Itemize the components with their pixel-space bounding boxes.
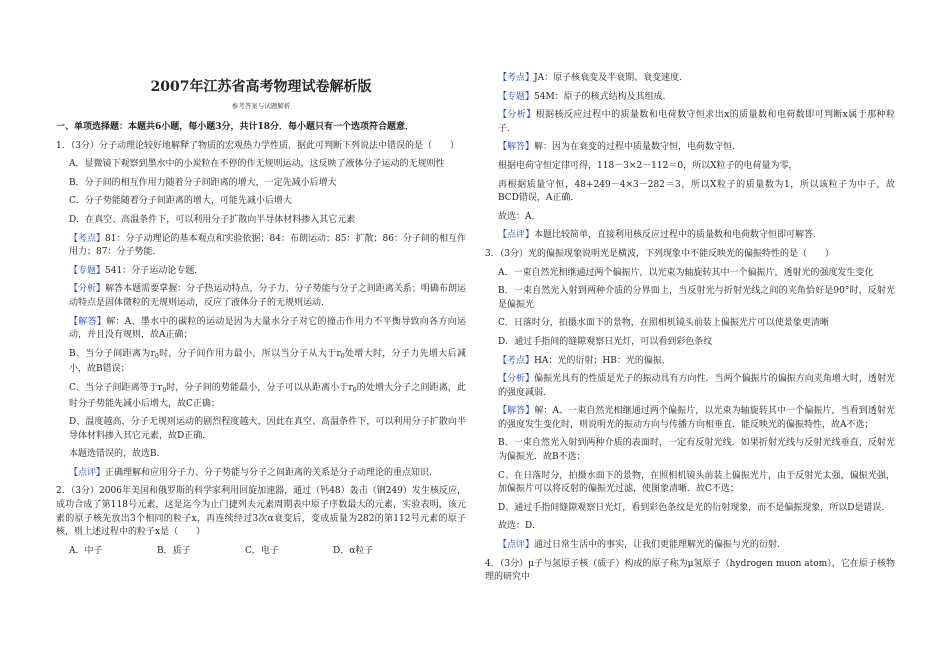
question-1-option-b: B．分子间的相互作用力随着分子间距离的增大，一定先减小后增大 (69, 177, 337, 188)
q2-jieda: 【解答】解：因为在衰变的过程中质量数守恒，电荷数守恒． (498, 142, 742, 153)
q3-jieda-c: C、在日落时分，拍摄水面下的景物，在照相机镜头前装上偏振光片，由于反射光太强，偏振光强，加偏振片可以将反射的偏振光过滤，使图象清晰．故C不选； (498, 470, 895, 495)
question-2-option-b: B．质子 (157, 545, 191, 556)
q3-kaodian: 【考点】HA：光的衍射；HB：光的偏振． (498, 355, 671, 366)
q1-conclusion: 本题选错误的，故选B． (69, 449, 166, 460)
question-3-option-c: C．日落时分，拍摄水面下的景物，在照相机镜头前装上偏振光片可以使景象更清晰 (498, 318, 829, 329)
q1-jieda: 【解答】解：A、墨水中的碳粒的运动是因为大量水分子对它的撞击作用力不平衡导致向各方向运动，并且没有规则，故A正确； (69, 316, 466, 341)
q3-conclusion: 故选：D． (498, 521, 542, 532)
kaodian-tag: 【考点】 (69, 233, 106, 244)
question-3-option-b: B．一束自然光入射到两种介质的分界面上，当反射光与折射光线之间的夹角恰好是90°时，反射光是偏振光 (498, 286, 895, 310)
question-1-stem: 1．（3分）分子动理论较好地解释了物质的宏观热力学性质．据此可判断下列说法中错误的是（ ） (56, 140, 459, 151)
jieda-tag: 【解答】 (69, 316, 107, 327)
document-title: 2007年江苏省高考物理试卷解析版 (150, 79, 372, 95)
dianping-tag: 【点评】 (69, 467, 106, 478)
q1-jieda-d: D、温度越高，分子无规则运动的剧烈程度越大，因此在真空、高温条件下，可以利用分子扩散向半导体材料掺入其它元素，故D正确． (69, 417, 466, 441)
q2-jieda-l2: 再根据质量守恒，48+249－4×3－282＝3，所以X粒子的质量数为1，所以该粒子为中子，故BCD错误，A正确． (498, 179, 895, 204)
question-2-option-d: D．α粒子 (333, 545, 374, 556)
q1-jieda-b: B、当分子间距离为$r_0$时，分子间作用力最小，所以当分子从大于$r_0$处增大时，分子力先增大后减小，故B错误； (69, 348, 466, 375)
q3-jieda-b: B、一束自然光入射到两种介质的表面时，一定有反射光线．如果折射光线与反射光线垂直，反射光为偏振光．故B不选； (498, 438, 895, 463)
question-3-option-d: D．通过手指间的缝隙观察日光灯，可以看到彩色条纹 (498, 336, 713, 347)
question-1-option-d: D．在真空、高温条件下，可以利用分子扩散向半导体材料掺入其它元素 (69, 214, 356, 225)
q3-fenxi: 【分析】偏振光具有的性质是光子的振动具有方向性．当两个偏振片的偏振方向夹角增大时，透射光的强度减弱． (498, 374, 895, 398)
q2-dianping: 【点评】本题比较简单，直接利用核反应过程中的质量数和电荷数守恒即可解答． (498, 230, 823, 241)
question-3-stem: 3．（3分）光的偏振现象说明光是横波，下列现象中不能反映光的偏振特性的是（ ） (485, 248, 834, 259)
section-heading: 一、单项选择题：本题共6小题，每小题3分，共计18分．每小题只有一个选项符合题意． (56, 122, 415, 132)
q3-dianping: 【点评】通过日常生活中的事实，让我们更能理解光的偏振与光的衍射． (498, 540, 787, 551)
q3-jieda-d: D、通过手指间缝隙观察日光灯，看到彩色条纹是光的衍射现象，而不是偏振现象，所以D是错误． (498, 502, 891, 513)
question-2-stem: 2．（3分）2006年美国和俄罗斯的科学家利用回旋加速器，通过（钙48）轰击（锎249）发生核反应，成功合成了第118号元素，这是迄今为止门捷列夫元素周期表中原子序数最大的元素，实验表明，该元素的原子核先放出3个相同的粒子x，再连续经过3次α衰变后，变成质量为282的第112号元素的原子核，则上述过程中的粒子x是（ ） (56, 486, 466, 538)
question-1-option-a: A．显微镜下观察到墨水中的小炭粒在不停的作无规则运动，这反映了液体分子运动的无规则性 (69, 159, 445, 170)
question-3-option-a: A．一束自然光相继通过两个偏振片，以光束为轴旋转其中一个偏振片，透射光的强度发生变化 (498, 267, 874, 278)
question-2-option-a: A．中子 (69, 545, 103, 556)
q2-zhuanti: 【专题】54M：原子的核式结构及其组成． (498, 91, 672, 102)
zhuanti-tag: 【专题】 (69, 265, 106, 276)
left-column (56, 0, 466, 564)
document-subtitle: 参考答案与试题解析 (231, 102, 291, 110)
question-4-stem: 4．（3分）μ子与氢原子核（质子）构成的原子称为μ氢原子（hydrogen muon atom），它在原子核物理的研究中 (485, 558, 895, 583)
q2-jieda-l1: 根据电荷守恒定律可得，118－3×2－112＝0，所以X粒子的电荷量为零， (498, 160, 798, 171)
q2-fenxi: 【分析】根据核反应过程中的质量数和电荷数守恒求出x的质量数和电荷数即可判断x属于那种粒子． (498, 110, 895, 134)
question-1-option-c: C．分子势能随着分子间距离的增大，可能先减小后增大 (69, 196, 292, 207)
question-2-option-c: C．电子 (245, 545, 279, 556)
q1-jieda-c: C、当分子间距离等于$r_0$时，分子间的势能最小，分子可以从距离小于$r_0$的处增大分子之间距离，此时分子势能先减小后增大，故C正确； (69, 382, 466, 409)
right-column (485, 0, 895, 590)
q1-kaodian: 【考点】81：分子动理论的基本观点和实验依据；84：布朗运动；85：扩散；86：分子间的相互作用力；87：分子势能． (69, 233, 466, 258)
q3-jieda: 【解答】解：A、一束自然光相继通过两个偏振片，以光束为轴旋转其中一个偏振片，当看到透射光的强度发生变化时，则说明光的振动方向与传播方向相垂直．能反映光的偏振特性，故A不选； (498, 406, 895, 430)
q1-zhuanti: 【专题】541：分子运动论专题． (69, 265, 204, 276)
q2-conclusion: 故选：A． (498, 211, 541, 222)
q1-fenxi: 【分析】解答本题需要掌握：分子热运动特点，分子力、分子势能与分子之间距离关系；明确布朗运动特点是固体微粒的无规则运动，反应了液体分子的无规则运动． (69, 284, 466, 308)
question-2-options (56, 545, 466, 559)
q2-kaodian: 【考点】JA：原子核衰变及半衰期、衰变速度． (498, 73, 689, 83)
fenxi-tag: 【分析】 (69, 284, 106, 295)
q1-dianping: 【点评】正确理解和应用分子力、分子势能与分子之间距离的关系是分子动理论的重点知识． (69, 467, 439, 478)
